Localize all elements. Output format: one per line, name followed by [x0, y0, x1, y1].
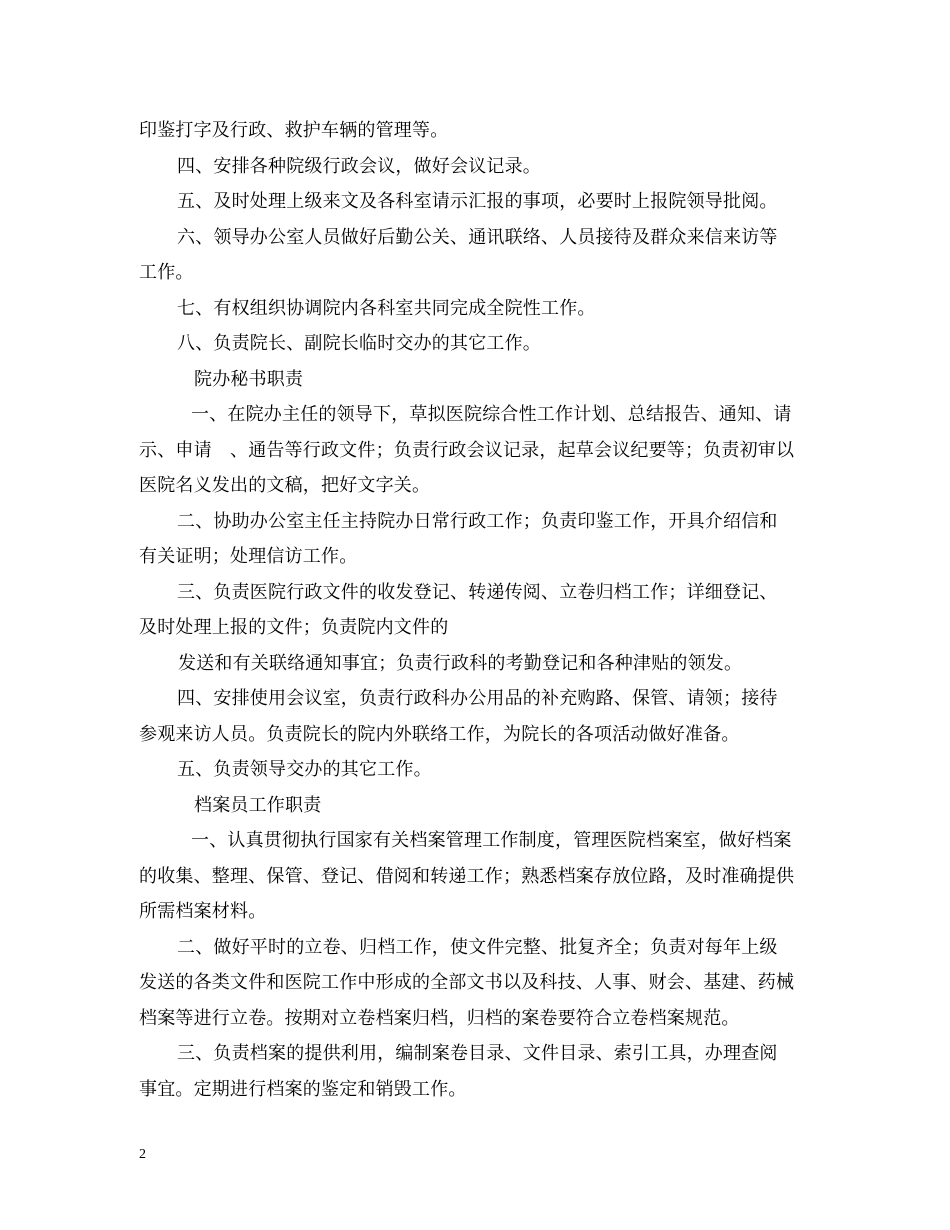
text-line: 三、负责档案的提供利用，编制案卷目录、文件目录、索引工具，办理查阅 — [177, 1043, 778, 1064]
text-line: 档案等进行立卷。按期对立卷档案归档，归档的案卷要符合立卷档案规范。 — [139, 1007, 740, 1029]
text-line: 发送的各类文件和医院工作中形成的全部文书以及科技、人事、财会、基建、药械 — [139, 972, 795, 993]
text-line: 所需档案材料。 — [139, 901, 267, 922]
text-line: 的收集、整理、保管、登记、借阅和转递工作；熟悉档案存放位路，及时准确提供 — [139, 865, 795, 887]
text-line: 医院名义发出的文稿，把好文字关。 — [139, 475, 431, 496]
text-line: 一、在院办主任的领导下，草拟医院综合性工作计划、总结报告、通知、请 — [191, 404, 792, 425]
text-line: 五、及时处理上级来文及各科室请示汇报的事项，必要时上报院领导批阅。 — [177, 191, 778, 212]
text-line: 有关证明；处理信访工作。 — [139, 546, 358, 567]
text-line: 二、做好平时的立卷、归档工作，使文件完整、批复齐全；负责对每年上级 — [177, 936, 778, 958]
page-number: 2 — [139, 1147, 146, 1162]
text-line: 六、领导办公室人员做好后勤公关、通讯联络、人员接待及群众来信来访等 — [177, 226, 778, 248]
text-line: 四、安排各种院级行政会议，做好会议记录。 — [177, 155, 541, 177]
text-line: 工作。 — [139, 262, 194, 283]
section-heading: 院办秘书职责 — [194, 368, 304, 390]
text-line: 印鉴打字及行政、救护车辆的管理等。 — [139, 120, 449, 141]
text-line: 示、申请 、通告等行政文件；负责行政会议记录，起草会议纪要等；负责初审以 — [139, 439, 795, 461]
text-line: 七、有权组织协调院内各科室共同完成全院性工作。 — [177, 297, 596, 319]
text-line: 发送和有关联络通知事宜；负责行政科的考勤登记和各种津贴的领发。 — [178, 652, 743, 674]
document-body — [139, 113, 815, 1107]
text-line: 八、负责院长、副院长临时交办的其它工作。 — [177, 333, 541, 354]
text-line: 事宜。定期进行档案的鉴定和销毁工作。 — [139, 1078, 467, 1100]
text-line: 二、协助办公室主任主持院办日常行政工作；负责印鉴工作，开具介绍信和 — [177, 510, 778, 532]
text-line: 三、负责医院行政文件的收发登记、转递传阅、立卷归档工作；详细登记、 — [177, 581, 778, 603]
text-line: 及时处理上报的文件；负责院内文件的 — [139, 617, 449, 638]
text-line: 四、安排使用会议室，负责行政科办公用品的补充购路、保管、请领；接待 — [177, 688, 778, 709]
text-line: 一、认真贯彻执行国家有关档案管理工作制度，管理医院档案室，做好档案 — [191, 830, 792, 851]
section-heading: 档案员工作职责 — [194, 794, 322, 816]
text-line: 参观来访人员。负责院长的院内外联络工作，为院长的各项活动做好准备。 — [139, 723, 740, 745]
text-line: 五、负责领导交办的其它工作。 — [177, 759, 432, 780]
